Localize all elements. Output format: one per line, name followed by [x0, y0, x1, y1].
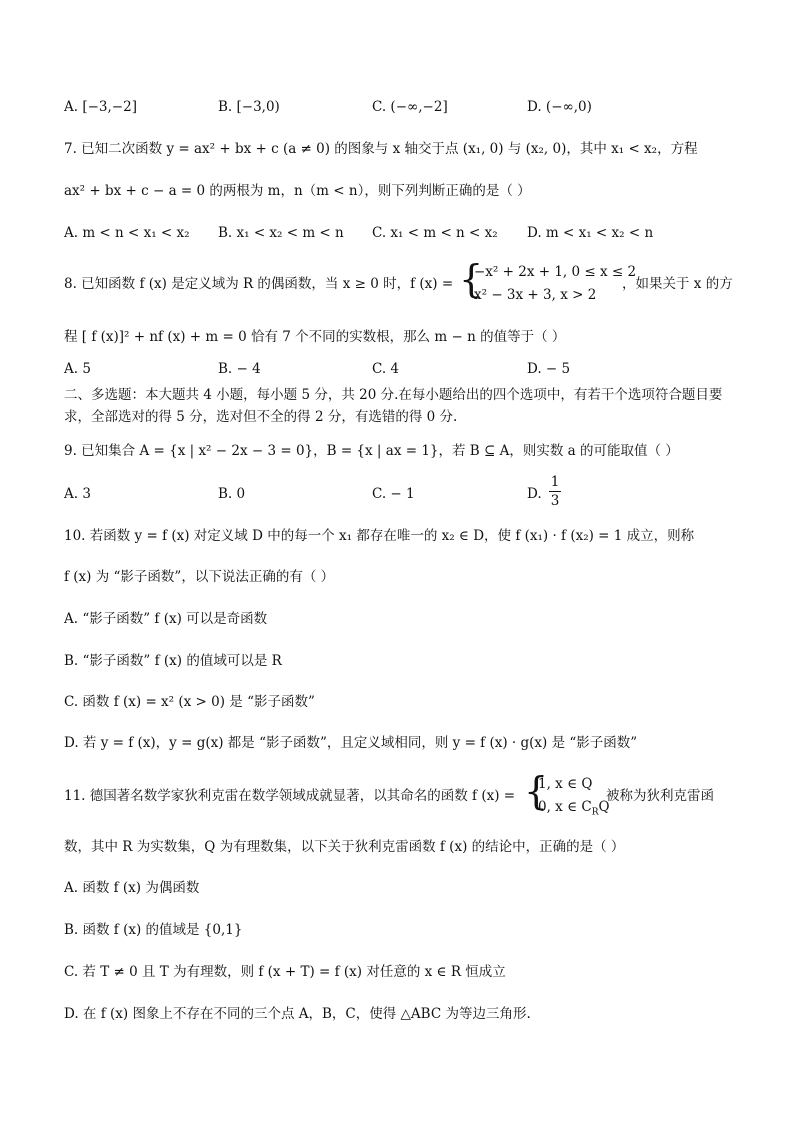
q8-option-b: B. − 4: [218, 361, 261, 377]
q9-option-d-label: D.: [527, 486, 542, 502]
q11-piece-2-subscript: R: [591, 807, 599, 818]
q11-piece-2-end: Q: [598, 799, 610, 815]
fraction-bar: [549, 491, 561, 492]
q11-option-a: A. 函数 f (x) 为偶函数: [64, 880, 200, 896]
q9-option-d-fraction: [549, 474, 561, 509]
q8-option-a: A. 5: [64, 361, 91, 377]
q7-option-b: B. x₁ < x₂ < m < n: [218, 225, 344, 241]
q11-piece-1: 1, x ∈ Q: [538, 776, 593, 792]
q7-option-c: C. x₁ < m < n < x₂: [372, 225, 498, 241]
q10-option-b: B. “影子函数” f (x) 的值域可以是 R: [64, 653, 282, 669]
q9-stem: 9. 已知集合 A = {x | x² − 2x − 3 = 0}，B = {x | ax = 1}，若 B ⊆ A，则实数 a 的可能取值（ ）: [64, 443, 679, 459]
q9-option-a: A. 3: [64, 486, 91, 502]
q11-piece-2-text: 0, x ∈ C: [538, 799, 592, 815]
fraction-numerator: 1: [550, 474, 560, 490]
q8-option-d: D. − 5: [527, 361, 571, 377]
q11-piecewise-brace: {: [524, 769, 549, 813]
q10-option-d: D. 若 y = f (x)，y = g(x) 都是 “影子函数”，且定义域相同，则 y = f (x) · g(x) 是 “影子函数”: [64, 735, 638, 751]
q6-option-a: A. [−3,−2]: [64, 99, 137, 115]
q8-piece-2: x² − 3x + 3, x > 2: [474, 287, 597, 303]
q8-stem-right: ，如果关于 x 的方: [622, 276, 733, 292]
q11-option-c: C. 若 T ≠ 0 且 T 为有理数，则 f (x + T) = f (x) 对任意的 x ∈ R 恒成立: [64, 964, 506, 980]
q9-option-c: C. − 1: [372, 486, 415, 502]
q10-stem-line2: f (x) 为 “影子函数”，以下说法正确的有（ ）: [64, 569, 335, 585]
q6-option-b: B. [−3,0): [218, 99, 280, 115]
q11-stem-right: 被称为狄利克雷函: [606, 788, 714, 804]
q7-option-d: D. m < x₁ < x₂ < n: [527, 225, 654, 241]
q7-option-a: A. m < n < x₁ < x₂: [64, 225, 190, 241]
fraction-denominator: 3: [550, 493, 560, 509]
q8-option-c: C. 4: [372, 361, 400, 377]
q11-piece-2: [538, 797, 610, 824]
q10-option-a: A. “影子函数” f (x) 可以是奇函数: [64, 611, 268, 627]
q11-option-d: D. 在 f (x) 图象上不存在不同的三个点 A，B，C，使得 △ABC 为等边三角形.: [64, 1006, 531, 1022]
q8-piecewise-brace: {: [459, 257, 484, 301]
q6-option-d: D. (−∞,0): [527, 99, 592, 115]
q10-option-c: C. 函数 f (x) = x² (x > 0) 是 “影子函数”: [64, 694, 315, 710]
q8-piece-1: −x² + 2x + 1, 0 ≤ x ≤ 2: [474, 264, 637, 280]
q6-option-c: C. (−∞,−2]: [372, 99, 448, 115]
q7-stem-line2: ax² + bx + c − a = 0 的两根为 m，n（m < n），则下列判断正确的是（ ）: [64, 183, 531, 199]
q11-option-b: B. 函数 f (x) 的值域是 {0,1}: [64, 922, 243, 938]
q9-option-b: B. 0: [218, 486, 246, 502]
q7-stem-line1: 7. 已知二次函数 y = ax² + bx + c (a ≠ 0) 的图象与 x 轴交于点 (x₁, 0) 与 (x₂, 0)，其中 x₁ < x₂，方程: [64, 141, 698, 157]
q11-stem-left: 11. 德国著名数学家狄利克雷在数学领域成就显著，以其命名的函数 f (x) =: [64, 788, 516, 804]
q8-stem-line2: 程 [ f (x)]² + nf (x) + m = 0 恰有 7 个不同的实数根，那么 m − n 的值等于（ ）: [64, 329, 566, 345]
q10-stem-line1: 10. 若函数 y = f (x) 对定义域 D 中的每一个 x₁ 都存在唯一的 x₂ ∈ D，使 f (x₁) · f (x₂) = 1 成立，则称: [64, 528, 695, 544]
section-2-heading: 二、多选题：本大题共 4 小题，每小题 5 分，共 20 分.在每小题给出的四个选项中，有若干个选项符合题目要求，全部选对的得 5 分，选对但不全的得 2 分，有选错的得 0 分.: [64, 387, 723, 425]
q8-stem-left: 8. 已知函数 f (x) 是定义域为 R 的偶函数，当 x ≥ 0 时，f (x) =: [64, 276, 454, 292]
q11-stem-line2: 数，其中 R 为实数集，Q 为有理数集，以下关于狄利克雷函数 f (x) 的结论中，正确的是（ ）: [64, 839, 625, 855]
